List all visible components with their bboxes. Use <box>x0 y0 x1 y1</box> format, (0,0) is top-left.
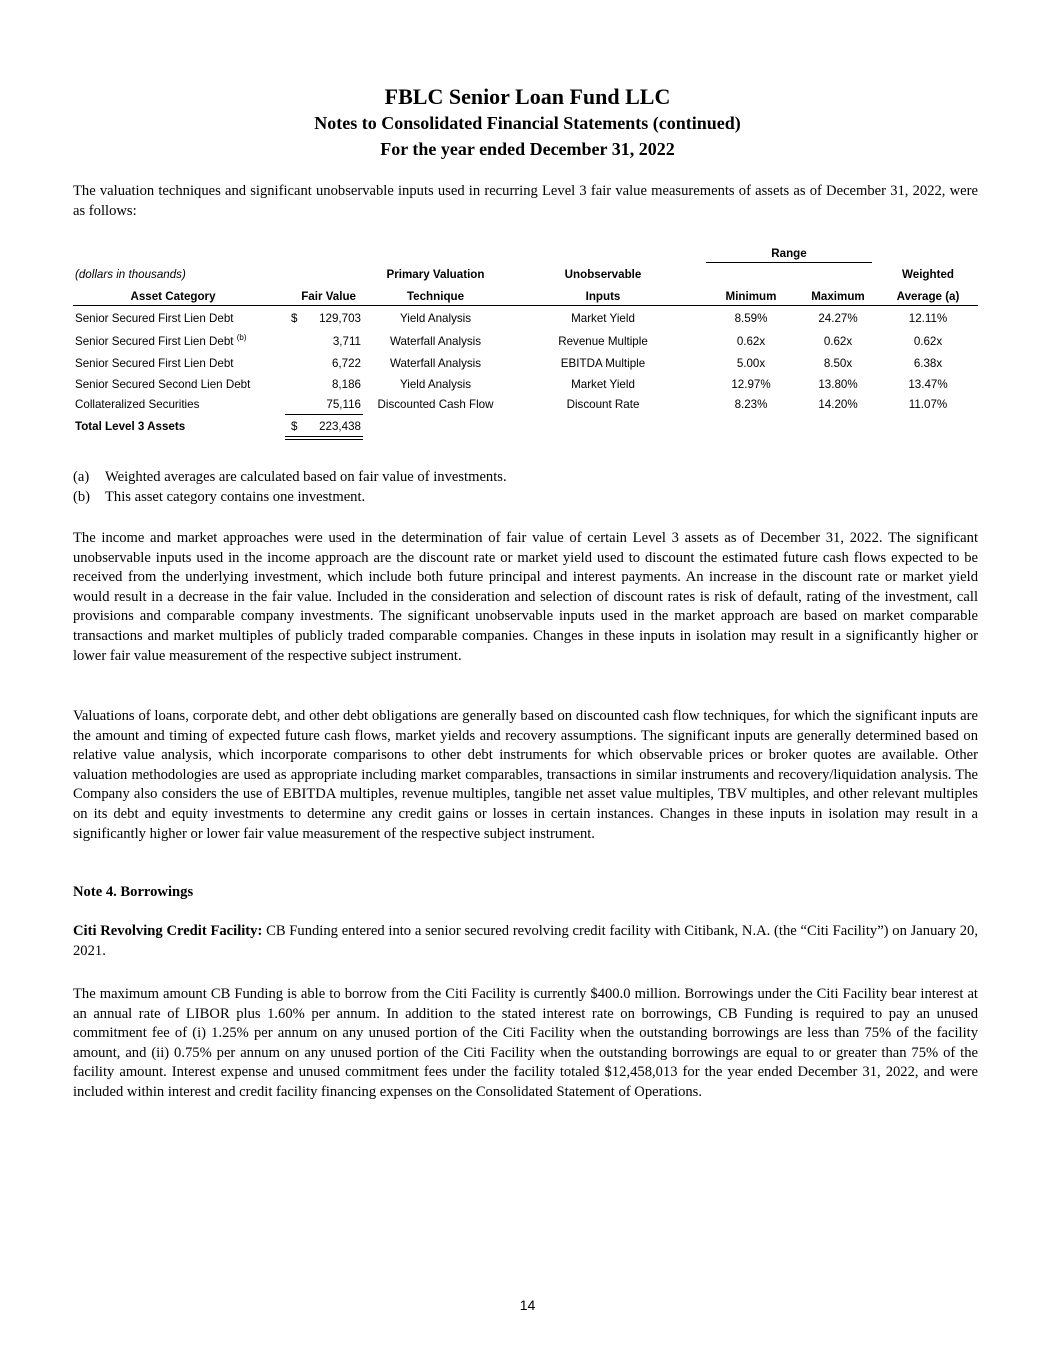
row-technique: Waterfall Analysis <box>389 357 482 370</box>
row-technique: Yield Analysis <box>399 312 472 325</box>
total-value: 223,438 <box>319 420 361 433</box>
row-minimum: 8.59% <box>734 312 768 325</box>
range-underline <box>706 262 872 263</box>
citi-facility-label: Citi Revolving Credit Facility: <box>73 923 263 939</box>
units-note: (dollars in thousands) <box>75 268 186 281</box>
row-category-text: Senior Secured First Lien Debt <box>75 335 237 348</box>
row-input: Discount Rate <box>566 398 640 411</box>
footnote-label: (a) <box>73 469 90 485</box>
row-fair-value: 8,186 <box>331 378 361 391</box>
row-maximum: 24.27% <box>818 312 858 325</box>
weighted-header-1: Weighted <box>902 268 954 281</box>
valuations-paragraph: Valuations of loans, corporate debt, and other debt obligations are generally based on discounted cash flow techniques, for which the significant inputs are the amount and timing of expected future cash flows, market yields and recovery assumptions. The significant inputs are generally determined based on relative value analysis, which incorporate comparisons to other debt instruments for which observable prices or broker quotes are available. Other valuation methodologies are used as appropriate including market comparables, transactions in similar instruments and recovery/liquidation analysis. The Company also considers the use of EBITDA multiples, revenue multiples, tangible net asset value multiples, TBV multiples, and other relevant multiples on its debt and equity investments to determine any credit gains or losses in certain instances. Changes in these inputs in isolation may result in a significantly higher or lower fair value measurement of the respective subject instrument. <box>73 708 978 842</box>
technique-header-1: Primary Valuation <box>386 268 485 281</box>
row-category: Senior Secured First Lien Debt <box>75 312 234 325</box>
row-category: Senior Secured Second Lien Debt <box>75 378 251 391</box>
period-title: For the year ended December 31, 2022 <box>380 139 675 159</box>
company-title: FBLC Senior Loan Fund LLC <box>384 84 671 109</box>
row-maximum: 0.62x <box>823 335 853 348</box>
range-header: Range <box>771 247 807 260</box>
row-technique: Waterfall Analysis <box>389 335 482 348</box>
row-input: EBITDA Multiple <box>560 357 646 370</box>
statement-subtitle: Notes to Consolidated Financial Statements (continued) <box>314 113 741 133</box>
row-input: Revenue Multiple <box>558 335 648 348</box>
total-double-rule-bottom <box>285 439 363 440</box>
subtotal-rule <box>285 414 363 415</box>
weighted-header-2: Average (a) <box>896 290 960 303</box>
row-input: Market Yield <box>571 312 635 325</box>
income-market-paragraph: The income and market approaches were used in the determination of fair value of certain Level 3 assets as of December 31, 2022. The significant unobservable inputs used in the income approach are the discount rate or market yield used to discount the estimated future cash flows expected to be received from the underlying investment, which include both future principal and interest payments. An increase in the discount rate or market yield would result in a decrease in the fair value. Included in the consideration and selection of discount rates is risk of default, rating of the investment, call provisions and comparable company investments. The significant unobservable inputs used in the market approach are based on market comparable transactions and market multiples of publicly traded comparable companies. Changes in these inputs in isolation may result in a significantly higher or lower fair value measurement of the respective subject instrument. <box>73 530 978 664</box>
row-weighted-average: 12.11% <box>908 312 948 325</box>
row-maximum: 13.80% <box>818 378 858 391</box>
asset-category-header: Asset Category <box>130 290 216 303</box>
row-maximum: 8.50x <box>823 357 853 370</box>
row-category: Senior Secured First Lien Debt <box>75 357 234 370</box>
level3-valuation-table <box>73 0 978 450</box>
maximum-header: Maximum <box>811 290 865 303</box>
intro-paragraph: The valuation techniques and significant unobservable inputs used in recurring Level 3 fair value measurements of assets as of December 31, 2022, were as follows: <box>73 183 978 219</box>
total-label: Total Level 3 Assets <box>75 420 186 433</box>
row-input: Market Yield <box>571 378 635 391</box>
row-weighted-average: 6.38x <box>913 357 943 370</box>
total-dollar-sign: $ <box>291 420 298 433</box>
row-weighted-average: 13.47% <box>908 378 948 391</box>
row-minimum: 12.97% <box>731 378 771 391</box>
citi-facility-paragraph <box>73 922 978 961</box>
fair-value-header: Fair Value <box>301 290 356 303</box>
footnote-a <box>73 469 507 486</box>
footnote-text: Weighted averages are calculated based on fair value of investments. <box>105 469 507 485</box>
row-fair-value: 6,722 <box>331 357 361 370</box>
footnote-label: (b) <box>73 489 91 505</box>
row-minimum: 8.23% <box>734 398 768 411</box>
footnote-b <box>73 489 365 506</box>
row-fair-value: 75,116 <box>326 398 361 411</box>
inputs-header-1: Unobservable <box>564 268 642 281</box>
row-technique: Discounted Cash Flow <box>377 398 494 411</box>
footnote-b-marker: (b) <box>236 333 247 343</box>
row-minimum: 0.62x <box>736 335 766 348</box>
citi-facility-text: CB Funding entered into a senior secured revolving credit facility with Citibank, N.A. (the “Citi Facility”) on January 20, 2021. <box>73 923 979 959</box>
row-weighted-average: 0.62x <box>913 335 943 348</box>
page-number: 14 <box>519 1297 536 1313</box>
row-category <box>75 335 247 348</box>
inputs-header-2: Inputs <box>585 290 621 303</box>
max-amount-paragraph: The maximum amount CB Funding is able to borrow from the Citi Facility is currently $400.0 million. Borrowings under the Citi Facility bear interest at an annual rate of LIBOR plus 1.60% per annum. In addition to the stated interest rate on borrowings, CB Funding is required to pay an unused commitment fee of (i) 1.25% per annum on any unused portion of the Citi Facility when the outstanding borrowings are less than 75% of the facility amount, and (ii) 0.75% per annum on any unused portion of the Citi Facility when the outstanding borrowings are equal to or greater than 75% of the facility amount. Interest expense and unused commitment fees under the facility totaled $12,458,013 for the year ended December 31, 2022, and were included within interest and credit facility financing expenses on the Consolidated Statement of Operations. <box>73 986 978 1100</box>
row-maximum: 14.20% <box>818 398 858 411</box>
row-fair-value: 3,711 <box>332 335 361 348</box>
footnote-text: This asset category contains one investment. <box>105 489 366 505</box>
row-category: Collateralized Securities <box>75 398 200 411</box>
minimum-header: Minimum <box>725 290 777 303</box>
total-double-rule-top <box>285 436 363 437</box>
row-dollar-sign: $ <box>291 312 298 325</box>
technique-header-2: Technique <box>406 290 465 303</box>
note-4-heading: Note 4. Borrowings <box>73 884 194 900</box>
row-technique: Yield Analysis <box>399 378 472 391</box>
row-fair-value: 129,703 <box>319 312 361 325</box>
header-rule <box>73 305 978 306</box>
row-weighted-average: 11.07% <box>908 398 948 411</box>
row-minimum: 5.00x <box>736 357 766 370</box>
